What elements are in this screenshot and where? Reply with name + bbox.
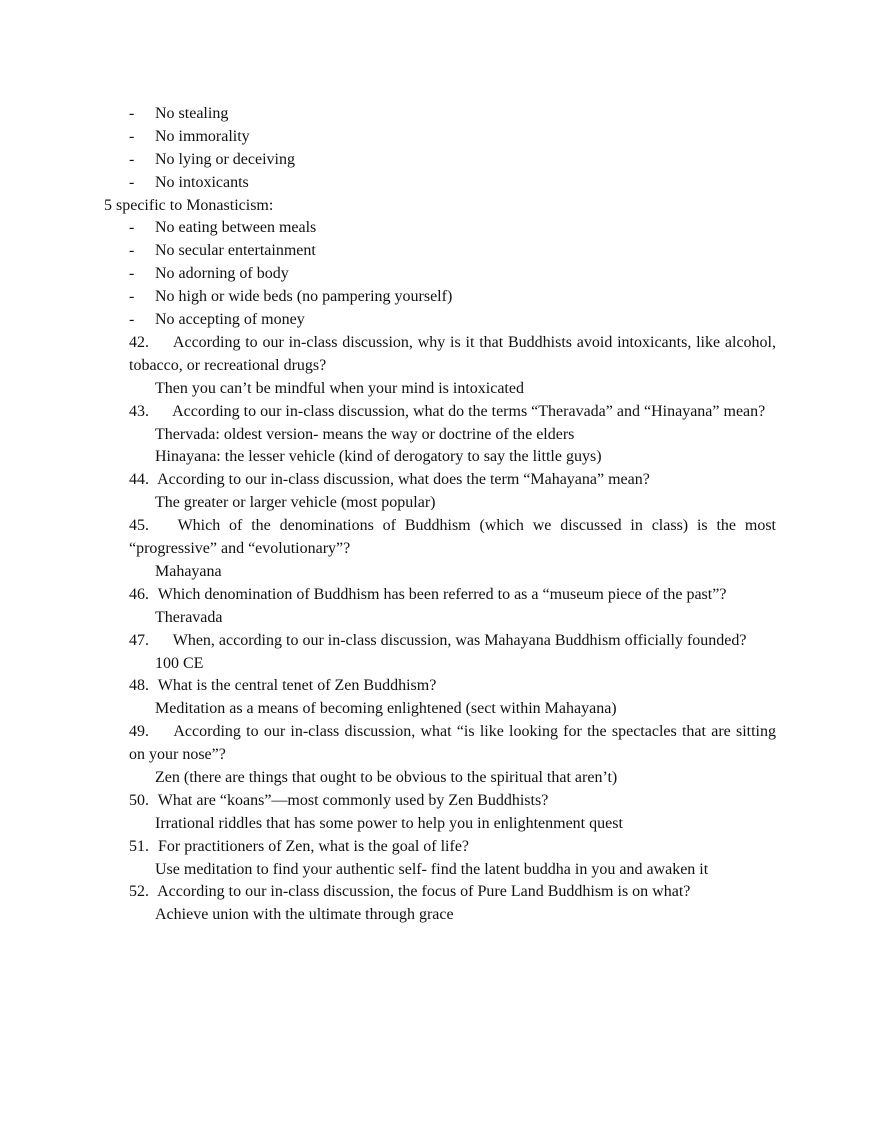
answer-text: Theravada bbox=[155, 608, 223, 626]
question-body: For practitioners of Zen, what is the goal of life? bbox=[158, 837, 470, 855]
question-44 bbox=[0, 469, 880, 515]
question-text bbox=[129, 675, 776, 698]
dash-bullet: - bbox=[129, 150, 135, 168]
question-number: 49. bbox=[129, 723, 149, 741]
list-item-text: No adorning of body bbox=[155, 265, 289, 283]
list-item-text: No high or wide beds (no pampering yourself) bbox=[155, 288, 453, 306]
list-item bbox=[0, 103, 880, 126]
answer-text: Irrational riddles that has some power to help you in enlightenment quest bbox=[155, 814, 623, 832]
dash-bullet: - bbox=[129, 105, 135, 122]
list-item-text: No accepting of money bbox=[155, 311, 305, 329]
answer-text: Achieve union with the ultimate through grace bbox=[155, 906, 454, 924]
question-body: According to our in-class discussion, what do the terms “Theravada” and “Hinayana” mean? bbox=[172, 402, 766, 420]
question-text bbox=[129, 630, 776, 653]
question-48 bbox=[0, 675, 880, 721]
dash-bullet: - bbox=[129, 242, 135, 260]
question-text bbox=[129, 790, 776, 813]
question-text bbox=[129, 332, 776, 378]
question-text bbox=[129, 836, 776, 859]
question-body: According to our in-class discussion, the focus of Pure Land Buddhism is on what? bbox=[157, 883, 691, 901]
monastic-list bbox=[0, 217, 880, 331]
question-45 bbox=[0, 515, 880, 584]
question-body: What is the central tenet of Zen Buddhism? bbox=[157, 677, 437, 695]
list-item-text: No eating between meals bbox=[155, 219, 317, 237]
question-number: 50. bbox=[129, 791, 149, 809]
question-body: Which denomination of Buddhism has been referred to as a “museum piece of the past”? bbox=[157, 585, 727, 603]
question-body: Which of the denominations of Buddhism (which we discussed in class) is the most “progressive” and “evolutionary”? bbox=[129, 517, 776, 557]
question-number: 46. bbox=[129, 585, 149, 603]
question-49 bbox=[0, 721, 880, 790]
question-51 bbox=[0, 836, 880, 882]
document-page bbox=[0, 103, 880, 927]
list-item-text: No lying or deceiving bbox=[155, 150, 295, 168]
question-number: 52. bbox=[129, 883, 149, 901]
question-52 bbox=[0, 881, 880, 927]
dash-bullet: - bbox=[129, 288, 135, 306]
dash-bullet: - bbox=[129, 311, 135, 329]
list-item bbox=[0, 217, 880, 240]
question-body: What are “koans”—most commonly used by Zen Buddhists? bbox=[157, 791, 549, 809]
question-number: 43. bbox=[129, 402, 149, 420]
list-item bbox=[0, 149, 880, 172]
answer-text: Thervada: oldest version- means the way or doctrine of the elders bbox=[155, 425, 575, 443]
question-text bbox=[129, 515, 776, 561]
monastic-heading: 5 specific to Monasticism: bbox=[104, 196, 274, 214]
question-number: 42. bbox=[129, 333, 149, 351]
question-text bbox=[129, 881, 776, 904]
question-body: According to our in-class discussion, why is it that Buddhists avoid intoxicants, like alcohol, tobacco, or recreational drugs? bbox=[129, 333, 776, 374]
list-item-text: No secular entertainment bbox=[155, 242, 316, 260]
list-item bbox=[0, 309, 880, 332]
question-47 bbox=[0, 630, 880, 676]
dash-bullet: - bbox=[129, 127, 135, 145]
question-number: 47. bbox=[129, 631, 149, 649]
dash-bullet: - bbox=[129, 265, 135, 283]
question-body: When, according to our in-class discussion, was Mahayana Buddhism officially founded? bbox=[172, 631, 747, 649]
question-text bbox=[129, 721, 776, 767]
question-46 bbox=[0, 584, 880, 630]
answer-text: Hinayana: the lesser vehicle (kind of derogatory to say the little guys) bbox=[155, 448, 602, 466]
answer-text: Zen (there are things that ought to be obvious to the spiritual that aren’t) bbox=[155, 769, 618, 786]
list-item-text: No immorality bbox=[155, 127, 250, 145]
answer-text: Mahayana bbox=[155, 562, 222, 580]
answer-text: Then you can’t be mindful when your mind is intoxicated bbox=[155, 379, 524, 397]
answer-text: Meditation as a means of becoming enlightened (sect within Mahayana) bbox=[155, 700, 617, 718]
list-item bbox=[0, 126, 880, 149]
list-item bbox=[0, 240, 880, 263]
question-50 bbox=[0, 790, 880, 836]
list-item-text: No intoxicants bbox=[155, 173, 249, 191]
question-number: 45. bbox=[129, 517, 149, 535]
question-number: 44. bbox=[129, 471, 149, 489]
question-text bbox=[129, 401, 776, 424]
answer-text: The greater or larger vehicle (most popular) bbox=[155, 494, 436, 512]
list-item bbox=[0, 172, 880, 195]
answer-text: Use meditation to find your authentic self- find the latent buddha in you and awaken it bbox=[155, 860, 709, 878]
precepts-list bbox=[0, 103, 880, 195]
question-list bbox=[0, 332, 880, 927]
question-number: 51. bbox=[129, 837, 149, 855]
list-item-text: No stealing bbox=[155, 105, 229, 122]
question-text bbox=[129, 584, 776, 607]
question-body: According to our in-class discussion, what “is like looking for the spectacles that are sitting on your nose”? bbox=[129, 723, 776, 764]
question-body: According to our in-class discussion, what does the term “Mahayana” mean? bbox=[157, 471, 650, 489]
dash-bullet: - bbox=[129, 173, 135, 191]
question-42 bbox=[0, 332, 880, 401]
question-number: 48. bbox=[129, 677, 149, 695]
question-43 bbox=[0, 401, 880, 470]
list-item bbox=[0, 263, 880, 286]
question-text bbox=[129, 469, 776, 492]
dash-bullet: - bbox=[129, 219, 135, 237]
answer-text: 100 CE bbox=[155, 654, 204, 672]
list-item bbox=[0, 286, 880, 309]
